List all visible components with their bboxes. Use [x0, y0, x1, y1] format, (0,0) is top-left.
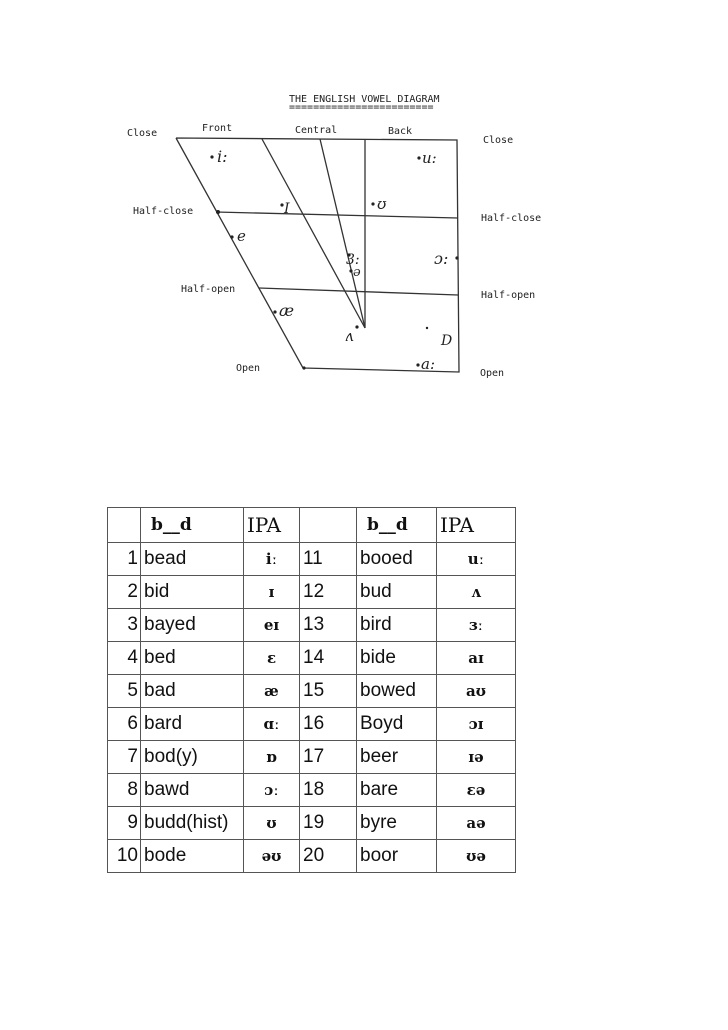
table-row — [108, 576, 516, 609]
table-header-row — [108, 508, 516, 543]
ipa-cell: ʌ — [437, 576, 516, 609]
row-number: 11 — [300, 543, 357, 576]
dot-open-o-short — [426, 327, 428, 329]
row-number: 16 — [300, 708, 357, 741]
table-row — [108, 840, 516, 873]
vowel-schwa-long: 3: — [346, 252, 360, 268]
ipa-cell: iː — [244, 543, 300, 576]
row-number: 9 — [108, 807, 141, 840]
label-half-open-left: Half-open — [181, 284, 236, 295]
dot-half-close-left — [216, 210, 220, 214]
word-cell: bud — [357, 576, 437, 609]
label-half-open-right: Half-open — [481, 290, 536, 301]
vowel-table — [107, 507, 516, 873]
vowel-wedge: ʌ — [345, 327, 354, 345]
row-number: 5 — [108, 675, 141, 708]
row-number: 12 — [300, 576, 357, 609]
vowel-u-long: u: — [422, 149, 437, 167]
table-row — [108, 543, 516, 576]
vowel-short-i: I — [284, 201, 290, 217]
table-body — [108, 543, 516, 873]
dot-a-long — [416, 363, 419, 366]
half-open-line — [259, 288, 458, 295]
header-blank-2 — [300, 508, 357, 543]
word-cell: bead — [141, 543, 244, 576]
dot-i-long — [210, 155, 213, 158]
label-close-right: Close — [483, 135, 514, 146]
row-number: 20 — [300, 840, 357, 873]
vowel-open-o-short: D — [441, 333, 453, 349]
row-number: 3 — [108, 609, 141, 642]
ipa-cell: ɪə — [437, 741, 516, 774]
word-cell: boor — [357, 840, 437, 873]
ipa-cell: eɪ — [244, 609, 300, 642]
vowel-e: e — [237, 227, 246, 245]
label-open-right: Open — [480, 368, 505, 379]
vowel-i-long: i: — [217, 147, 228, 166]
ipa-cell: aɪ — [437, 642, 516, 675]
table-row — [108, 675, 516, 708]
word-cell: bayed — [141, 609, 244, 642]
vowel-dots — [210, 155, 458, 369]
word-cell: Boyd — [357, 708, 437, 741]
diagram-title-underline: ======================== — [289, 102, 434, 113]
ipa-cell: ɛ — [244, 642, 300, 675]
dot-u-long — [417, 156, 420, 159]
word-cell: bide — [357, 642, 437, 675]
vowel-schwa: ə — [353, 265, 361, 280]
row-number: 17 — [300, 741, 357, 774]
label-half-close-right: Half-close — [481, 213, 542, 224]
label-front: Front — [202, 123, 233, 134]
vowel-ae: æ — [279, 301, 295, 320]
word-cell: bod(y) — [141, 741, 244, 774]
ipa-cell: ɒ — [244, 741, 300, 774]
table-row — [108, 807, 516, 840]
vowel-open-o-long: ɔ: — [434, 249, 449, 268]
row-number: 18 — [300, 774, 357, 807]
word-cell: bawd — [141, 774, 244, 807]
row-number: 14 — [300, 642, 357, 675]
row-number: 13 — [300, 609, 357, 642]
header-ipa-2: IPA — [437, 508, 516, 543]
row-number: 2 — [108, 576, 141, 609]
trapezoid — [176, 138, 459, 372]
vowel-diagram — [0, 0, 728, 420]
ipa-cell: aə — [437, 807, 516, 840]
word-cell: budd(hist) — [141, 807, 244, 840]
word-cell: bid — [141, 576, 244, 609]
ipa-cell: uː — [437, 543, 516, 576]
label-back: Back — [388, 126, 413, 137]
word-cell: bowed — [357, 675, 437, 708]
label-close-left: Close — [127, 128, 158, 139]
word-cell: booed — [357, 543, 437, 576]
word-cell: bird — [357, 609, 437, 642]
dot-e — [230, 235, 233, 238]
ipa-cell: ɛə — [437, 774, 516, 807]
row-number: 10 — [108, 840, 141, 873]
row-number: 6 — [108, 708, 141, 741]
word-cell: bed — [141, 642, 244, 675]
table-row — [108, 642, 516, 675]
word-cell: bad — [141, 675, 244, 708]
word-cell: bard — [141, 708, 244, 741]
table-row — [108, 741, 516, 774]
word-cell: bode — [141, 840, 244, 873]
table-row — [108, 708, 516, 741]
row-number: 8 — [108, 774, 141, 807]
dot-ae — [273, 310, 276, 313]
row-number: 7 — [108, 741, 141, 774]
header-blank — [108, 508, 141, 543]
vowel-a-long: a: — [421, 355, 435, 373]
ipa-cell: ɪ — [244, 576, 300, 609]
central-line-left — [262, 139, 365, 328]
ipa-cell: aʊ — [437, 675, 516, 708]
ipa-cell: ɔɪ — [437, 708, 516, 741]
ipa-cell: ɔː — [244, 774, 300, 807]
dot-open-corner — [302, 366, 305, 369]
ipa-cell: əʊ — [244, 840, 300, 873]
header-ipa: IPA — [244, 508, 300, 543]
row-number: 19 — [300, 807, 357, 840]
vowel-short-u: ʊ — [377, 195, 387, 213]
ipa-cell: ɜː — [437, 609, 516, 642]
dot-wedge — [355, 325, 358, 328]
diagram-title: THE ENGLISH VOWEL DIAGRAM — [289, 94, 440, 105]
table-row — [108, 609, 516, 642]
word-cell: beer — [357, 741, 437, 774]
word-cell: byre — [357, 807, 437, 840]
label-central: Central — [295, 125, 338, 136]
ipa-cell: ɑː — [244, 708, 300, 741]
label-half-close-left: Half-close — [133, 206, 194, 217]
row-number: 15 — [300, 675, 357, 708]
ipa-cell: ʊ — [244, 807, 300, 840]
ipa-cell: ʊə — [437, 840, 516, 873]
header-frame-2: b__d — [357, 508, 437, 543]
central-line-right — [320, 139, 365, 328]
row-number: 1 — [108, 543, 141, 576]
table-row — [108, 774, 516, 807]
dot-short-u — [371, 202, 374, 205]
trapezoid-outline — [176, 138, 459, 372]
header-frame: b__d — [141, 508, 244, 543]
dot-open-o-long — [455, 256, 458, 259]
label-open-left: Open — [236, 363, 261, 374]
word-cell: bare — [357, 774, 437, 807]
row-number: 4 — [108, 642, 141, 675]
ipa-cell: æ — [244, 675, 300, 708]
